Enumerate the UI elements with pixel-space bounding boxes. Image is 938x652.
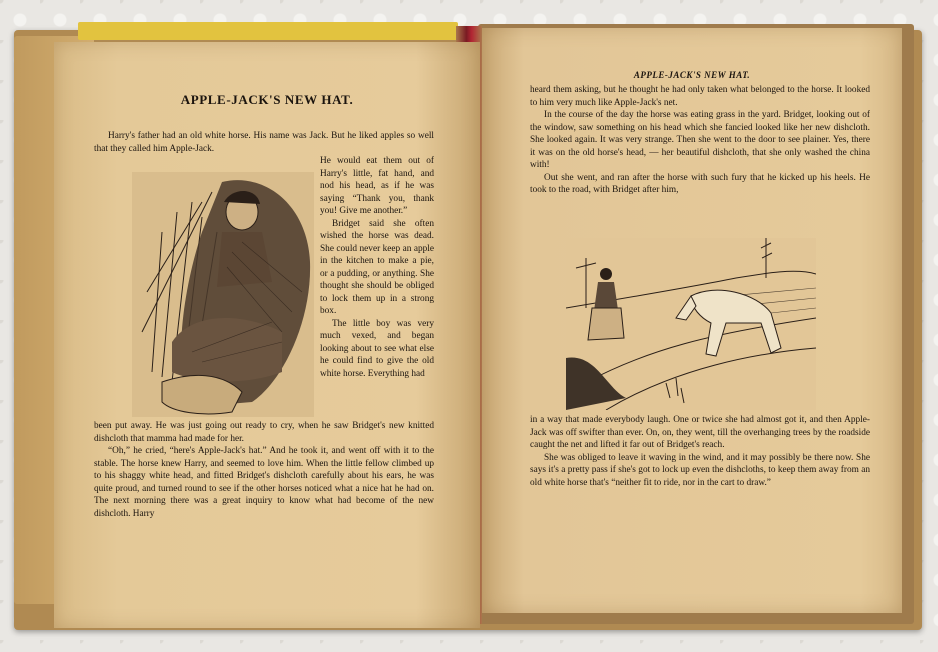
intro-paragraph — [94, 130, 434, 155]
right-page — [482, 28, 902, 613]
paragraph-after-illustration: in a way that made everybody laugh. One or twice she had almost got it, and then Apple-Jack was off swifter than ever. On, on, they went, till the overhanging trees by the roadside caught the net and lifted it far out of Bridget's reach. — [530, 415, 870, 450]
paragraph-out: Out she went, and ran after the horse with such fury that he kicked up his heels. He took to the road, with Bridget after him, — [530, 172, 870, 195]
paragraph-continued: heard them asking, but he thought he had only taken what belonged to the horse. It looked to him very much like Apple-Jack's net. — [530, 85, 870, 108]
paragraph-intro: Harry's father had an old white horse. His name was Jack. But he liked apples so well that they called him Apple-Jack. — [94, 131, 434, 154]
running-header: APPLE-JACK'S NEW HAT. — [633, 70, 751, 80]
paragraph-oh: “Oh,” he cried, “here's Apple-Jack's hat.” And he took it, and went off with it to the stable. The horse knew Harry, and seemed to love him. When the little fellow climbed up to his shaggy white head, and fitted Bridget's dishcloth carefully about his ears, he was quite proud, and turned round to see if the other horses noticed what a nice hat he had on. The next morning there was a great inquiry to know what had become of the new dishcloth. Harry — [94, 446, 434, 519]
paragraph-last: She was obliged to leave it waving in the wind, and it may possibly be there now. She says it's a pretty pass if she's got to lock up even the dishcloths, to keep them away from an old white horse that's “neither fit to ride, nor in the cart to draw.” — [530, 452, 870, 488]
right-upper-text — [530, 84, 870, 197]
boy-on-horse-illustration — [132, 172, 314, 417]
right-lower-text — [530, 414, 870, 489]
paragraph-wrap-3: The little boy was very much vexed, and began looking about to see what else he could find to give the old white horse. Everything had — [320, 318, 434, 379]
paragraph-after-wrap: been put away. He was just going out ready to cry, when he saw Bridget's new knitted dishcloth that mamma had made for her. — [94, 421, 434, 444]
bridget-chasing-horse-illustration — [566, 238, 816, 410]
paragraph-wrap-1: He would eat them out of Harry's little, fat hand, and nod his head, as if he was saying “Thank you, thank you! Give me another.” — [320, 156, 434, 216]
paragraph-course: In the course of the day the horse was eating grass in the yard. Bridget, looking out of the window, saw something on his head which she fancied looked like her new dishcloth. She looked again. It was very strange. Then she went to the door to see plainer. Yes, there it was on the old horse's head, — her beautiful dishcloth, that she only washed the china with! — [530, 110, 870, 170]
wrapped-text-column — [320, 155, 434, 380]
paragraph-wrap-2: Bridget said she often wished the horse was dead. She could never keep an apple in the kitchen to make a pie, or a pudding, or anything. She thought she should be obliged to lock them up in a strong box. — [320, 218, 434, 316]
cover-yellow-edge — [78, 22, 458, 40]
page-title: APPLE-JACK'S NEW HAT. — [180, 92, 354, 107]
left-lower-text — [94, 420, 434, 520]
left-page — [54, 42, 480, 628]
